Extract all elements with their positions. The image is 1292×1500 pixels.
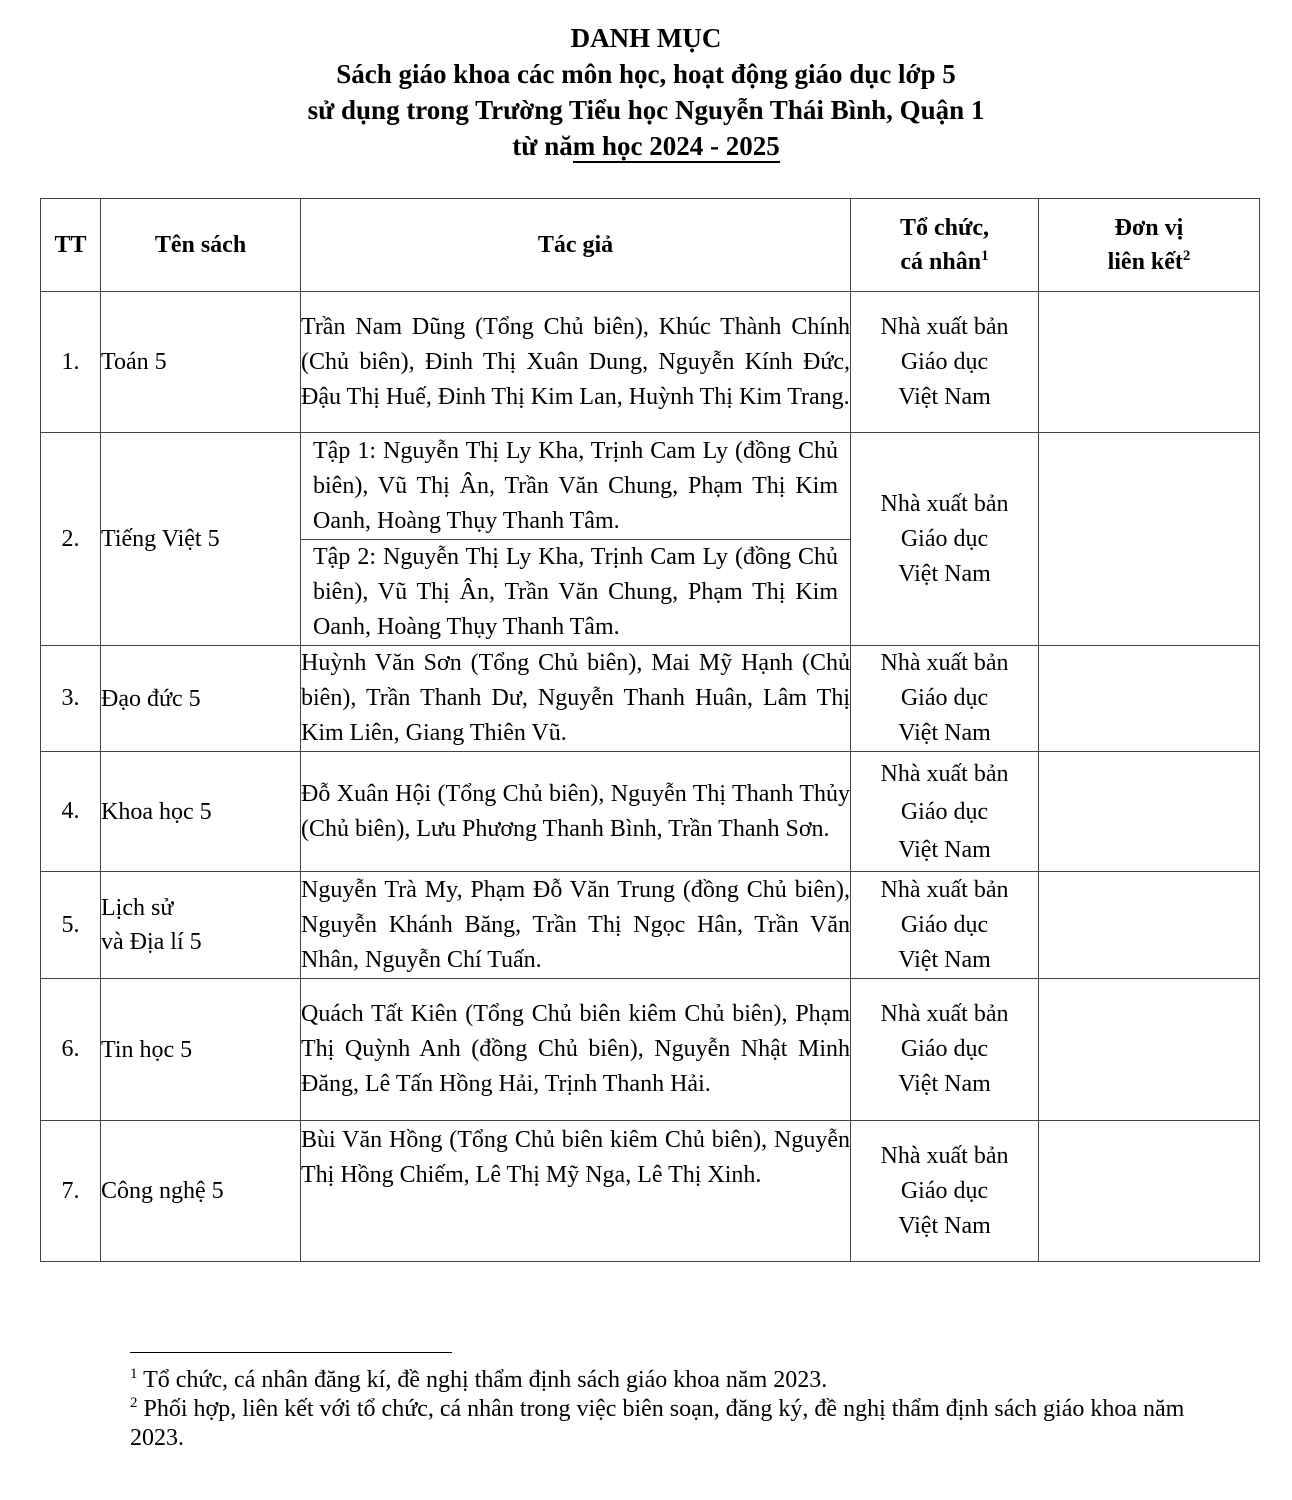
table-row — [41, 646, 1260, 752]
document-subtitle-line-3 — [0, 128, 1292, 164]
footnote-mark-2: 2 — [130, 1395, 138, 1411]
header-partner — [1039, 199, 1260, 292]
book-name: Khoa học 5 — [101, 752, 301, 872]
publisher-line2: Giáo dục — [900, 685, 989, 711]
publisher-line3: Việt Nam — [898, 946, 991, 973]
authors-volume-1-text: Tập 1: Nguyễn Thị Ly Kha, Trịnh Cam Ly (đồng Chủ biên), Vũ Thị Ân, Trần Văn Chung, Phạm Thị Kim Oanh, Hoàng Thụy Thanh Tâm. — [313, 437, 838, 534]
publisher-line1: Nhà xuất bản — [880, 313, 1009, 340]
publisher-line1: Nhà xuất bản — [880, 490, 1009, 517]
school-year-underlined: m học 2024 - 2025 — [572, 131, 780, 161]
table-header-row — [41, 199, 1260, 292]
publisher-line1: Nhà xuất bản — [880, 1001, 1009, 1027]
document-subtitle-line-2: sử dụng trong Trường Tiểu học Nguyễn Thái Bình, Quận 1 — [307, 95, 985, 125]
publisher — [851, 752, 1039, 872]
partner-cell — [1039, 292, 1260, 433]
book-name: Tiếng Việt 5 — [101, 433, 301, 646]
publisher-line3: Việt Nam — [898, 720, 991, 746]
book-name-line1: Lịch sử — [101, 895, 174, 921]
table-row — [41, 752, 1260, 872]
header-organization-line1: Tổ chức, — [899, 215, 990, 241]
table-row — [41, 872, 1260, 979]
footnote-1 — [130, 1366, 1210, 1395]
book-authors: Bùi Văn Hồng (Tổng Chủ biên kiêm Chủ biên), Nguyễn Thị Hồng Chiếm, Lê Thị Mỹ Nga, Lê Thị Xinh. — [301, 1121, 851, 1262]
book-authors: Nguyễn Trà My, Phạm Đỗ Văn Trung (đồng Chủ biên), Nguyễn Khánh Băng, Trần Thị Ngọc Hân, Trần Văn Nhân, Nguyễn Chí Tuấn. — [301, 872, 851, 979]
book-authors: Huỳnh Văn Sơn (Tổng Chủ biên), Mai Mỹ Hạnh (Chủ biên), Trần Thanh Dư, Nguyễn Thanh Huân, Lâm Thị Kim Liên, Giang Thiên Vũ. — [301, 646, 851, 752]
textbook-table — [40, 198, 1260, 1262]
header-partner-line2: liên kết — [1107, 249, 1183, 275]
row-number: 1. — [41, 292, 101, 433]
footnote-text-2: Phối hợp, liên kết với tổ chức, cá nhân trong việc biên soạn, đăng ký, đề nghị thẩm định sách giáo khoa năm 2023. — [130, 1396, 1185, 1451]
book-name — [101, 872, 301, 979]
book-name-line2: và Địa lí 5 — [101, 929, 202, 955]
footnote-text-1: Tổ chức, cá nhân đăng kí, đề nghị thẩm định sách giáo khoa năm 2023. — [143, 1367, 828, 1393]
book-name: Tin học 5 — [101, 979, 301, 1121]
book-authors: Quách Tất Kiên (Tổng Chủ biên kiêm Chủ biên), Phạm Thị Quỳnh Anh (đồng Chủ biên), Nguyễn Nhật Minh Đăng, Lê Tấn Hồng Hải, Trịnh Thanh Hải. — [301, 979, 851, 1121]
document-title: DANH MỤC — [570, 23, 722, 53]
footnote-mark-1: 1 — [130, 1366, 138, 1382]
publisher-line2: Giáo dục — [900, 1036, 989, 1062]
row-number: 7. — [41, 1121, 101, 1262]
publisher-line3: Việt Nam — [898, 383, 991, 410]
header-book-name: Tên sách — [101, 199, 301, 292]
publisher — [851, 646, 1039, 752]
publisher — [851, 979, 1039, 1121]
footnote-2 — [130, 1395, 1210, 1453]
header-author: Tác giả — [301, 199, 851, 292]
document-header — [0, 20, 1292, 164]
book-authors: Trần Nam Dũng (Tổng Chủ biên), Khúc Thành Chính (Chủ biên), Đinh Thị Xuân Dung, Nguyễn Kính Đức, Đậu Thị Huế, Đinh Thị Kim Lan, Huỳnh Thị Kim Trang. — [301, 292, 851, 433]
publisher-line1: Nhà xuất bản — [880, 1142, 1009, 1169]
table-row — [41, 292, 1260, 433]
partner-cell — [1039, 752, 1260, 872]
publisher-line2: Giáo dục — [900, 525, 989, 552]
header-organization — [851, 199, 1039, 292]
row-number: 5. — [41, 872, 101, 979]
authors-volume-2 — [301, 539, 850, 645]
publisher — [851, 292, 1039, 433]
row-number: 3. — [41, 646, 101, 752]
row-number: 4. — [41, 752, 101, 872]
publisher-line3: Việt Nam — [898, 836, 991, 863]
footnotes — [130, 1366, 1210, 1453]
book-name: Toán 5 — [101, 292, 301, 433]
footnote-ref-2: 2 — [1182, 248, 1191, 264]
row-number: 6. — [41, 979, 101, 1121]
footnote-separator — [130, 1352, 452, 1353]
publisher-line3: Việt Nam — [898, 1071, 991, 1097]
book-name: Đạo đức 5 — [101, 646, 301, 752]
publisher — [851, 872, 1039, 979]
header-tt: TT — [41, 199, 101, 292]
publisher-line2: Giáo dục — [900, 911, 989, 938]
partner-cell — [1039, 433, 1260, 646]
publisher-line1: Nhà xuất bản — [880, 876, 1009, 903]
partner-cell — [1039, 1121, 1260, 1262]
authors-volume-2-text: Tập 2: Nguyễn Thị Ly Kha, Trịnh Cam Ly (đồng Chủ biên), Vũ Thị Ân, Trần Văn Chung, Phạm Thị Kim Oanh, Hoàng Thụy Thanh Tâm. — [313, 544, 838, 640]
partner-cell — [1039, 872, 1260, 979]
partner-cell — [1039, 646, 1260, 752]
header-partner-line1: Đơn vị — [1114, 215, 1184, 241]
authors-volume-1 — [301, 433, 850, 539]
publisher-line1: Nhà xuất bản — [880, 760, 1009, 787]
publisher — [851, 1121, 1039, 1262]
document-subtitle-line-1: Sách giáo khoa các môn học, hoạt động giáo dục lớp 5 — [336, 59, 956, 89]
school-year-prefix: từ nă — [512, 131, 573, 161]
publisher-line2: Giáo dục — [900, 798, 989, 825]
book-authors: Đỗ Xuân Hội (Tổng Chủ biên), Nguyễn Thị Thanh Thủy (Chủ biên), Lưu Phương Thanh Bình, Trần Thanh Sơn. — [301, 752, 851, 872]
publisher-line2: Giáo dục — [900, 1177, 989, 1204]
publisher-line3: Việt Nam — [898, 560, 991, 587]
publisher-line1: Nhà xuất bản — [880, 650, 1009, 676]
publisher — [851, 433, 1039, 646]
partner-cell — [1039, 979, 1260, 1121]
book-name: Công nghệ 5 — [101, 1121, 301, 1262]
book-authors — [301, 433, 851, 646]
table-row — [41, 979, 1260, 1121]
footnote-ref-1: 1 — [981, 248, 989, 264]
publisher-line2: Giáo dục — [900, 348, 989, 375]
header-organization-line2: cá nhân — [900, 249, 982, 275]
table-row — [41, 1121, 1260, 1262]
row-number: 2. — [41, 433, 101, 646]
publisher-line3: Việt Nam — [898, 1212, 991, 1239]
table-row — [41, 433, 1260, 646]
